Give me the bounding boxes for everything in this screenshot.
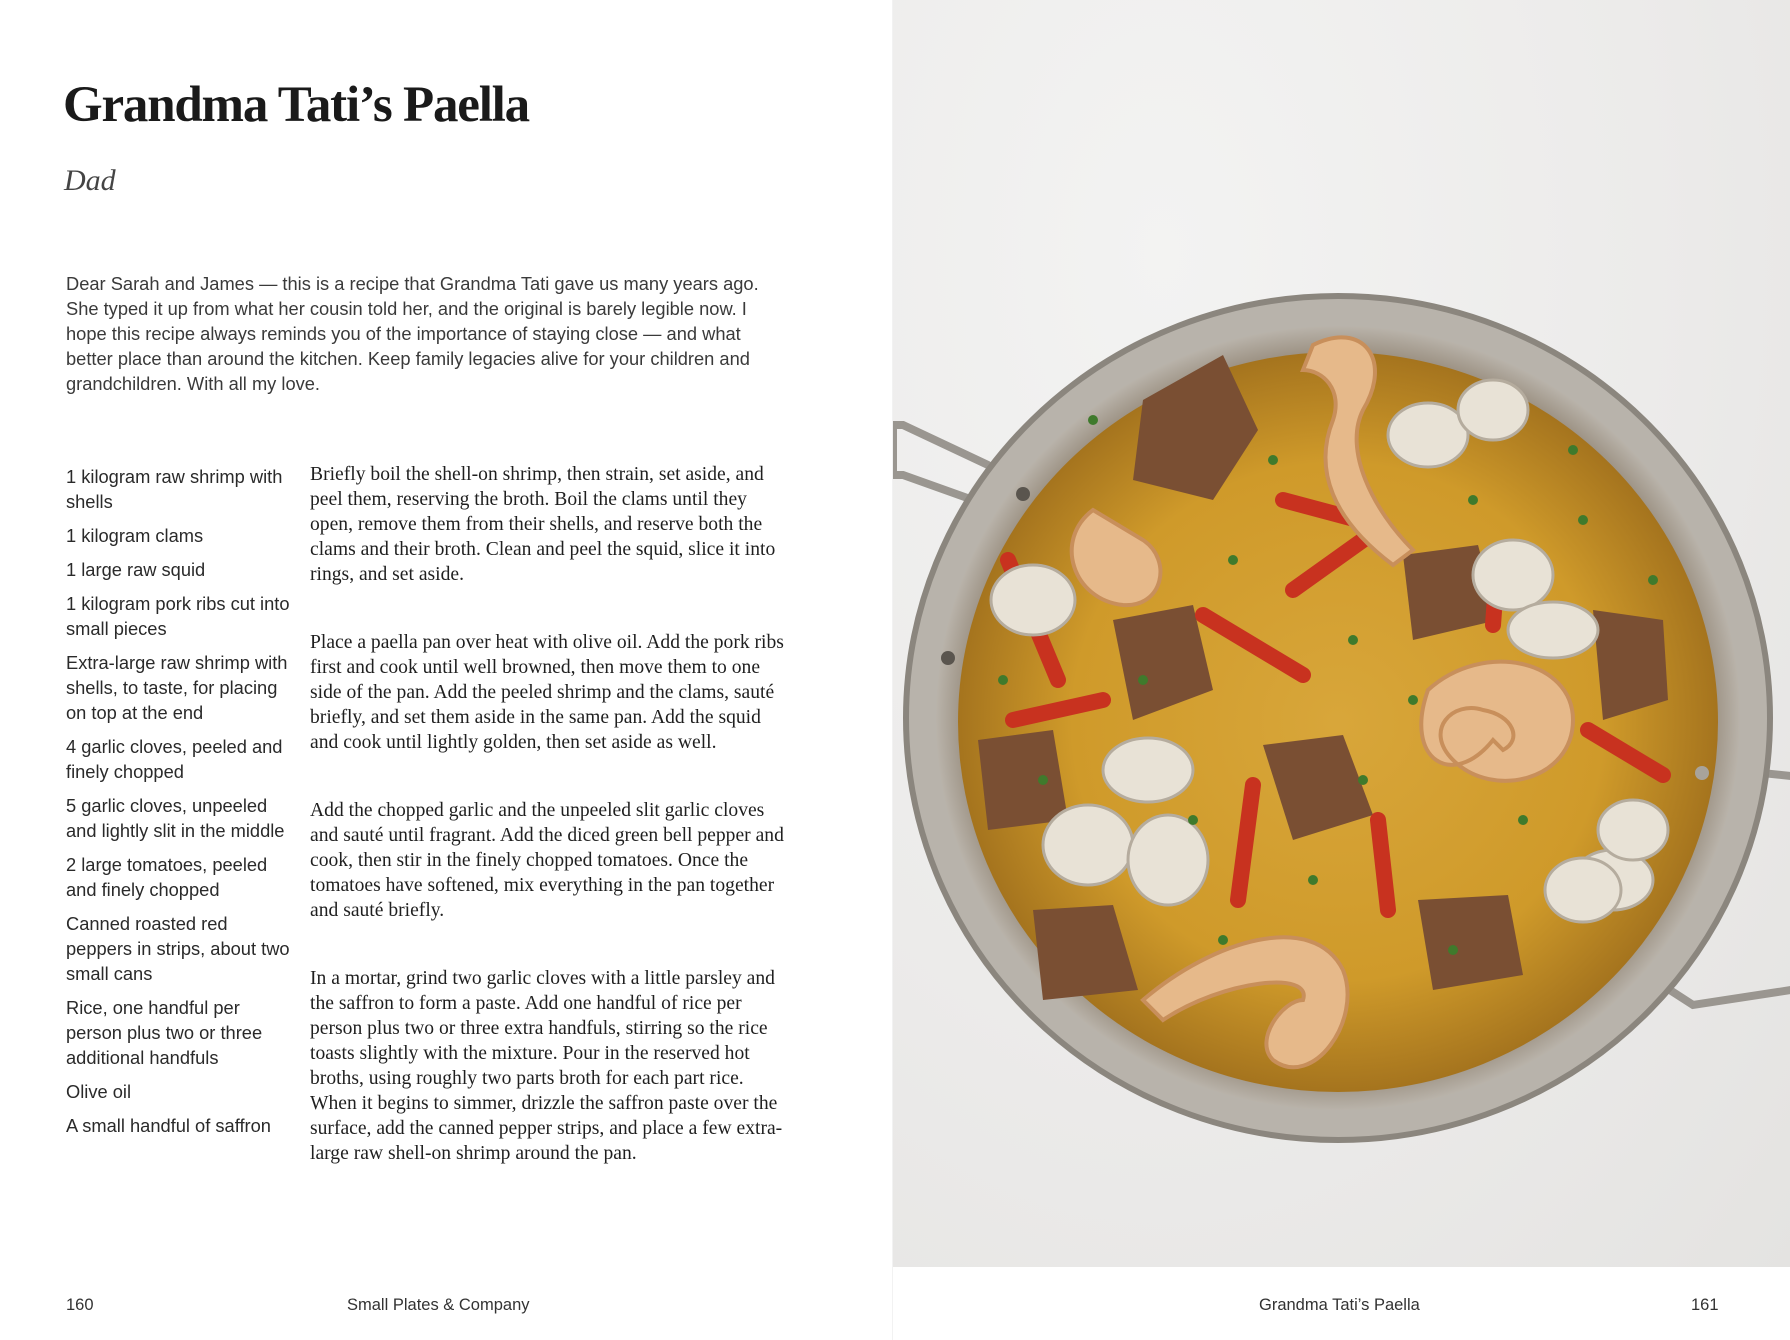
- ingredient-item: 1 kilogram clams: [66, 525, 204, 546]
- ingredient-item: A small handful of saffron: [66, 1115, 271, 1136]
- ingredient-item: Olive oil: [66, 1081, 132, 1102]
- paella-illustration: [893, 0, 1790, 1267]
- recipe-title: Grandma Tati’s Paella: [63, 77, 529, 133]
- ingredient-item: 4 garlic cloves, peeled and finely chopped: [66, 736, 283, 782]
- ingredient-item: 1 kilogram raw shrimp with shells: [66, 466, 283, 512]
- ingredient-list: [66, 464, 296, 1147]
- ingredient-item: 1 kilogram pork ribs cut into small pieces: [66, 593, 290, 639]
- recipe-author: Dad: [64, 164, 116, 197]
- page-number-left: 160: [66, 1296, 94, 1314]
- ingredient-item: 1 large raw squid: [66, 559, 206, 580]
- book-title-footer: Small Plates & Company: [347, 1296, 530, 1314]
- intro-paragraph: Dear Sarah and James — this is a recipe that Grandma Tati gave us many years ago. She typed it up from what her cousin told her, and the original is barely legible now. I hope this recipe always reminds you of the importance of staying close — and what better place than around the kitchen. Keep family legacies alive for your children and grandchildren. With all my love.: [66, 273, 759, 394]
- ingredient-item: Canned roasted red peppers in strips, about two small cans: [66, 913, 290, 984]
- method-step: Place a paella pan over heat with olive oil. Add the pork ribs first and cook until well browned, then move them to one side of the pan. Add the peeled shrimp and the clams, sauté briefly, and set them aside in the same pan. Add the squid and cook until lightly golden, then set aside as well.: [310, 632, 784, 753]
- left-page: [0, 0, 892, 1340]
- right-page: [892, 0, 1790, 1340]
- ingredient-item: 5 garlic cloves, unpeeled and lightly slit in the middle: [66, 795, 285, 841]
- paella-pan-photo: [893, 0, 1790, 1267]
- method-step: In a mortar, grind two garlic cloves with a little parsley and the saffron to form a paste. Add one handful of rice per person plus two or three extra handfuls, stirring so the rice toasts slightly with the mixture. Pour in the reserved hot broths, using roughly two parts broth for each part rice. When it begins to simmer, drizzle the saffron paste over the surface, add the canned pepper strips, and place a few extra-large raw shell-on shrimp around the pan.: [310, 968, 783, 1164]
- running-title-footer: Grandma Tati’s Paella: [1259, 1296, 1420, 1314]
- method-steps: [310, 462, 790, 1209]
- page-number-right: 161: [1691, 1296, 1719, 1314]
- ingredient-item: Extra-large raw shrimp with shells, to taste, for placing on top at the end: [66, 652, 288, 723]
- method-step: Briefly boil the shell-on shrimp, then strain, set aside, and peel them, reserving the broth. Boil the clams until they open, remove them from their shells, and reserve both the clams and their broth. Clean and peel the squid, slice it into rings, and set aside.: [310, 464, 776, 585]
- ingredient-item: 2 large tomatoes, peeled and finely chopped: [66, 854, 268, 900]
- method-step: Add the chopped garlic and the unpeeled slit garlic cloves and sauté until fragrant. Add the diced green bell pepper and cook, then stir in the finely chopped tomatoes. Once the tomatoes have softened, mix everything in the pan together and sauté briefly.: [310, 800, 784, 921]
- ingredient-item: Rice, one handful per person plus two or three additional handfuls: [66, 997, 263, 1068]
